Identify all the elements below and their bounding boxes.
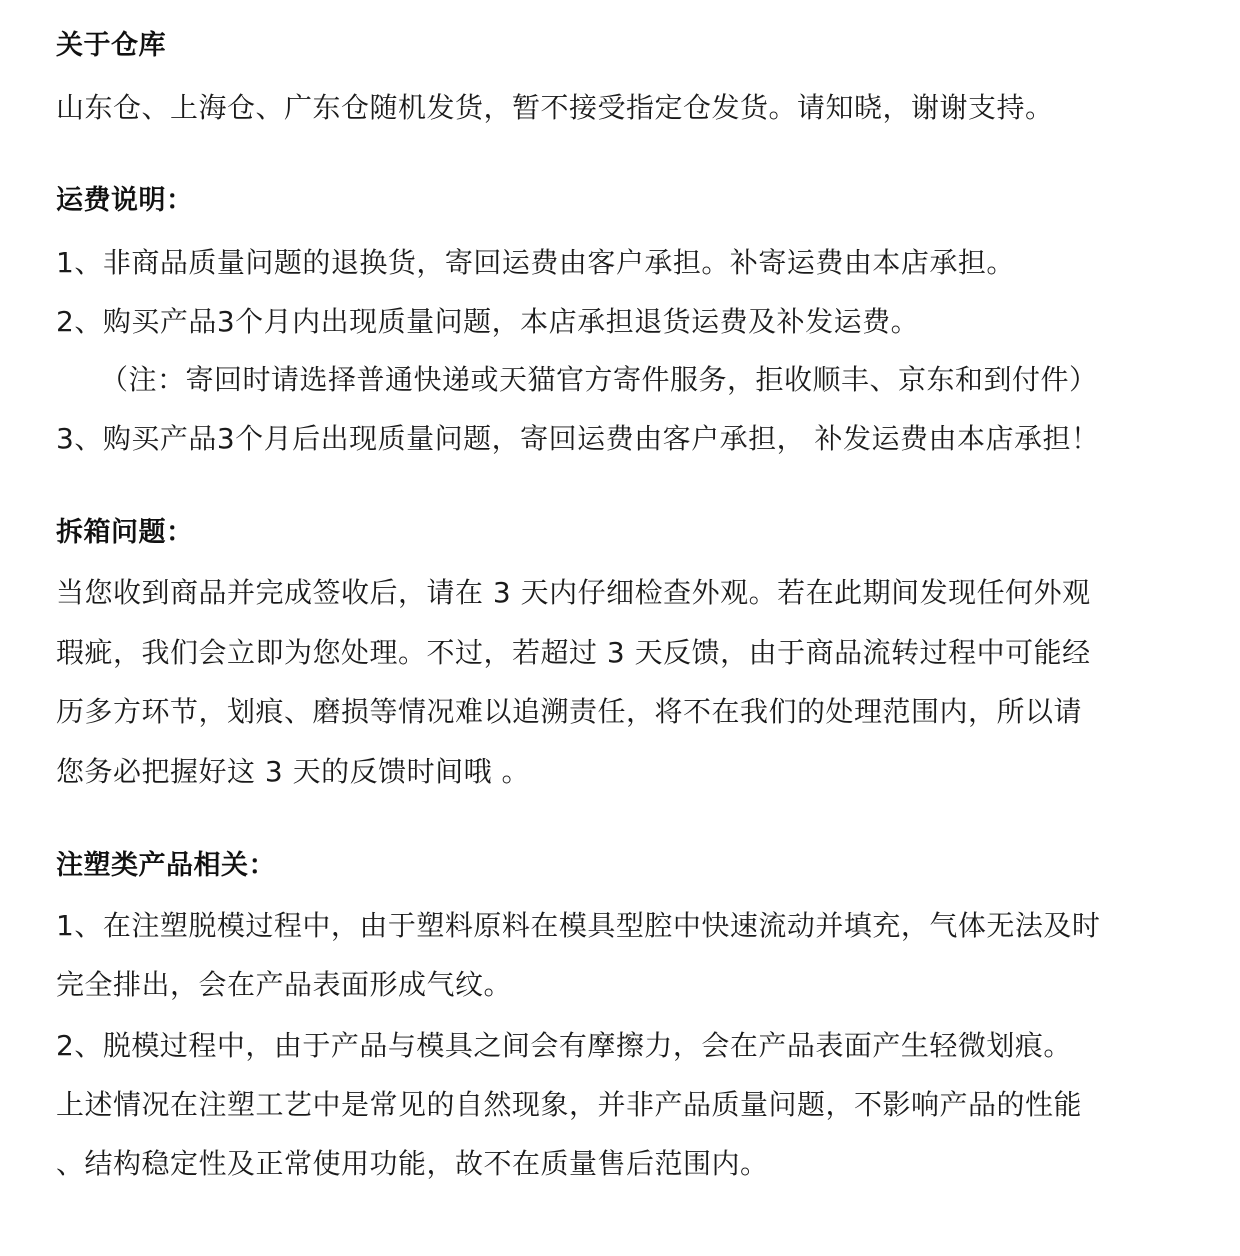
unboxing-text-line-1: 当您收到商品并完成签收后，请在 3 天内仔细检查外观。若在此期间发现任何外观 [56, 576, 1091, 609]
injection-text-line-1: 1、在注塑脱模过程中，由于塑料原料在模具型腔中快速流动并填充，气体无法及时 [56, 909, 1101, 942]
warehouse-text: 山东仓、上海仓、广东仓随机发货，暂不接受指定仓发货。请知晓，谢谢支持。 [56, 91, 1054, 124]
injection-text-line-4: 上述情况在注塑工艺中是常见的自然现象，并非产品质量问题，不影响产品的性能 [56, 1088, 1083, 1121]
shipping-item-2: 2、购买产品3个月内出现质量问题，本店承担退货运费及补发运费。 [56, 305, 920, 338]
warehouse-title: 关于仓库 [56, 30, 166, 61]
shipping-item-1: 1、非商品质量问题的退换货，寄回运费由客户承担。补寄运费由本店承担。 [56, 246, 1015, 279]
shipping-item-3: 3、购买产品3个月后出现质量问题，寄回运费由客户承担， 补发运费由本店承担！ [56, 422, 1100, 455]
unboxing-text-line-2: 瑕疵，我们会立即为您处理。不过，若超过 3 天反馈，由于商品流转过程中可能经 [56, 636, 1091, 669]
unboxing-title: 拆箱问题： [56, 517, 194, 548]
injection-text-line-5: 、结构稳定性及正常使用功能，故不在质量售后范围内。 [56, 1147, 769, 1180]
injection-text-line-3: 2、脱模过程中，由于产品与模具之间会有摩擦力，会在产品表面产生轻微划痕。 [56, 1029, 1072, 1062]
unboxing-text-line-3: 历多方环节，划痕、磨损等情况难以追溯责任，将不在我们的处理范围内，所以请 [56, 695, 1083, 728]
shipping-title: 运费说明： [56, 185, 194, 216]
unboxing-text-line-4: 您务必把握好这 3 天的反馈时间哦 。 [56, 755, 531, 788]
injection-text-line-2: 完全排出，会在产品表面形成气纹。 [56, 968, 513, 1001]
injection-title: 注塑类产品相关： [56, 850, 276, 881]
shipping-note: （注：寄回时请选择普通快递或天猫官方寄件服务，拒收顺丰、京东和到付件） [100, 363, 1098, 396]
